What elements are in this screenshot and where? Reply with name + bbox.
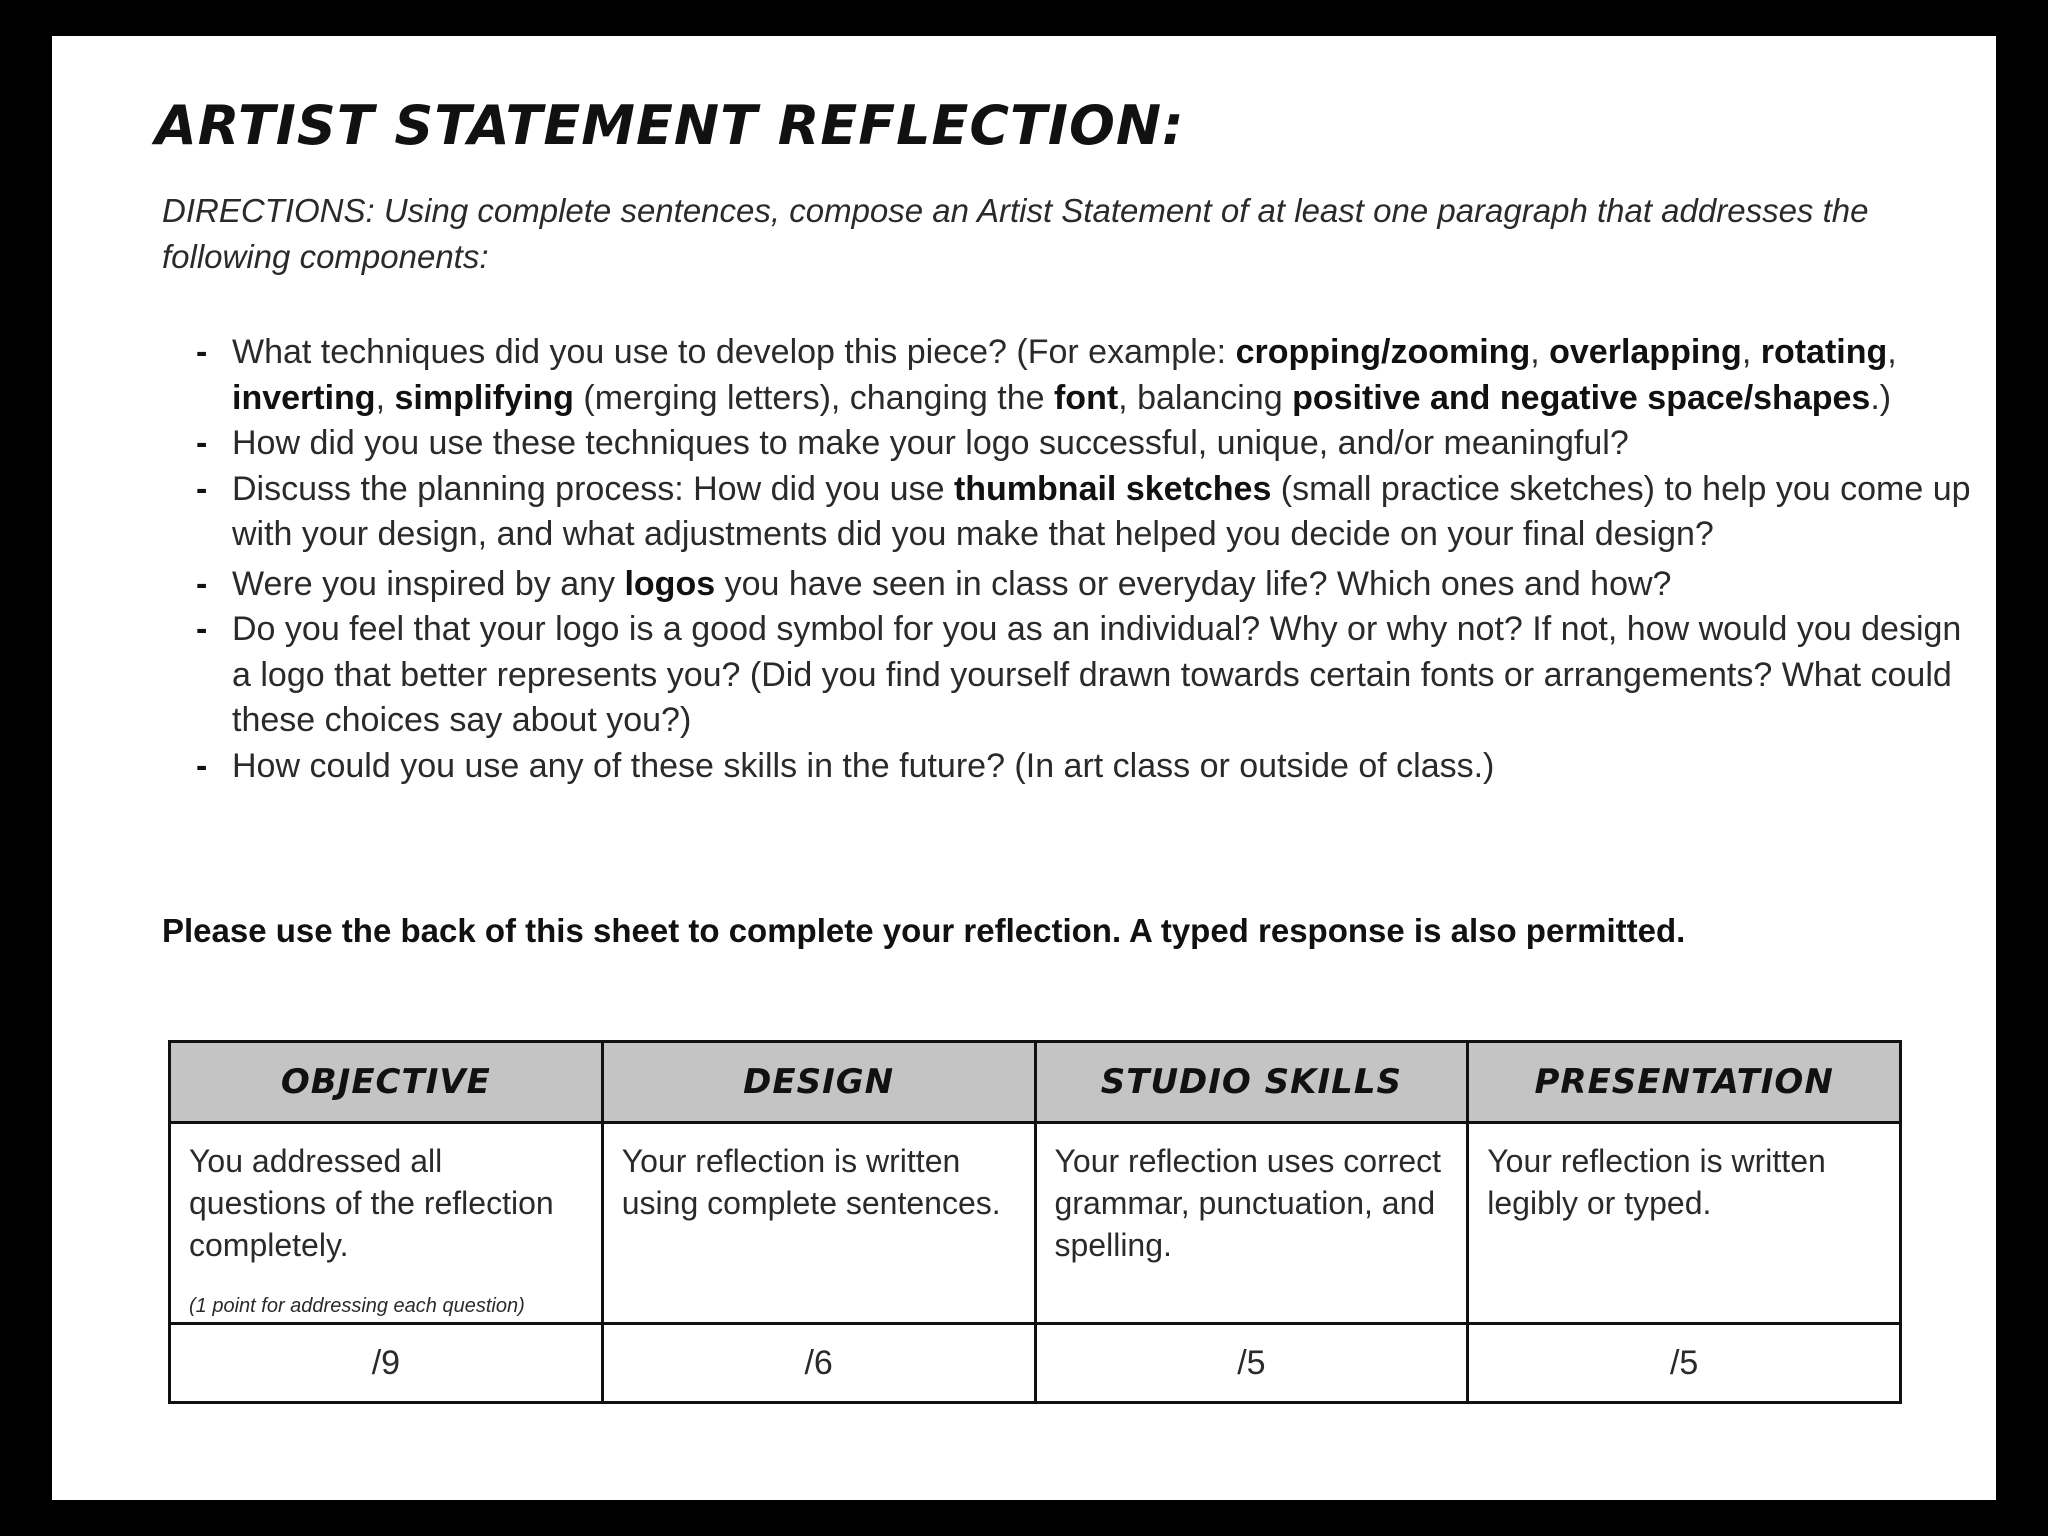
question-text: How could you use any of these skills in the future? (In art class or outside of class.) (232, 746, 1495, 785)
rubric-description-row (170, 1123, 1901, 1324)
question-bold-term: simplifying (394, 378, 574, 417)
rubric-score-studio-skills: /5 (1035, 1324, 1468, 1403)
list-item (196, 607, 1972, 744)
list-item (196, 562, 1972, 608)
question-text: , balancing (1118, 378, 1293, 417)
worksheet-page (52, 36, 1996, 1500)
question-list (196, 330, 1972, 789)
question-bold-term: inverting (232, 378, 376, 417)
list-item (196, 421, 1972, 467)
question-bold-term: cropping/zooming (1235, 333, 1531, 371)
question-bold-term: positive and negative space/shapes (1292, 378, 1871, 417)
question-text: you have seen in class or everyday life? Which ones and how? (715, 564, 1672, 603)
rubric-cell-objective (170, 1123, 603, 1324)
rubric-description-presentation: Your reflection is written legibly or typed. (1468, 1123, 1901, 1324)
rubric-header-studio-skills: STUDIO SKILLS (1035, 1042, 1468, 1123)
bullet-dash: - (196, 746, 208, 785)
rubric-description-studio-skills: Your reflection uses correct grammar, punctuation, and spelling. (1035, 1123, 1468, 1324)
question-bold-term: rotating (1760, 333, 1888, 371)
page-title: ARTIST STATEMENT REFLECTION: (155, 94, 1185, 157)
bullet-dash: - (196, 469, 208, 508)
rubric-score-design: /6 (602, 1324, 1035, 1403)
list-item (196, 330, 1972, 421)
rubric-header-design: DESIGN (602, 1042, 1035, 1123)
question-text: What techniques did you use to develop this piece? (For example: (232, 333, 1236, 371)
question-bold-term: overlapping (1549, 333, 1742, 371)
question-text: Do you feel that your logo is a good symbol for you as an individual? Why or why not? If not, how would you design a logo that better represents you? (Did you find yourself drawn towards certain fonts or arrangements? What could these choices say about you?) (232, 610, 1962, 739)
rubric-table (168, 1040, 1902, 1404)
list-item (196, 744, 1972, 790)
question-bold-term: font (1053, 378, 1119, 417)
submission-note: Please use the back of this sheet to complete your reflection. A typed response is also permitted. (162, 912, 1686, 949)
question-bold-term: thumbnail sketches (953, 469, 1272, 508)
rubric-objective-hint: (1 point for addressing each question) (189, 1295, 525, 1317)
question-text: How did you use these techniques to make your logo successful, unique, and/or meaningful? (232, 424, 1629, 462)
bullet-dash: - (196, 610, 208, 648)
bullet-dash: - (196, 564, 208, 603)
rubric-header-row (170, 1042, 1901, 1123)
list-item (196, 467, 1972, 558)
rubric-description-design: Your reflection is written using complete sentences. (602, 1123, 1035, 1324)
rubric-header-presentation: PRESENTATION (1468, 1042, 1901, 1123)
question-text: , (1887, 333, 1897, 371)
rubric-score-presentation: /5 (1468, 1324, 1901, 1403)
rubric-score-objective: /9 (170, 1324, 603, 1403)
rubric-score-row (170, 1324, 1901, 1403)
bullet-dash: - (196, 333, 208, 371)
question-text: , (1530, 333, 1550, 371)
directions-text: DIRECTIONS: Using complete sentences, compose an Artist Statement of at least one paragraph that addresses the following components: (162, 192, 1869, 275)
question-text: (merging letters), changing the (573, 378, 1054, 417)
bullet-dash: - (196, 424, 208, 462)
question-text: Were you inspired by any (232, 564, 625, 603)
question-text: Discuss the planning process: How did you use (232, 469, 954, 508)
question-text: , (375, 378, 395, 417)
rubric-description-objective: You addressed all questions of the reflection completely. (189, 1143, 554, 1263)
question-text: .) (1870, 378, 1892, 417)
question-text: (small practice sketches) to help you come up with your design, and what adjustments did you make that helped you decide on your final design? (232, 469, 1971, 553)
question-text: , (1741, 333, 1761, 371)
rubric-header-objective: OBJECTIVE (170, 1042, 603, 1123)
question-bold-term: logos (624, 564, 716, 603)
